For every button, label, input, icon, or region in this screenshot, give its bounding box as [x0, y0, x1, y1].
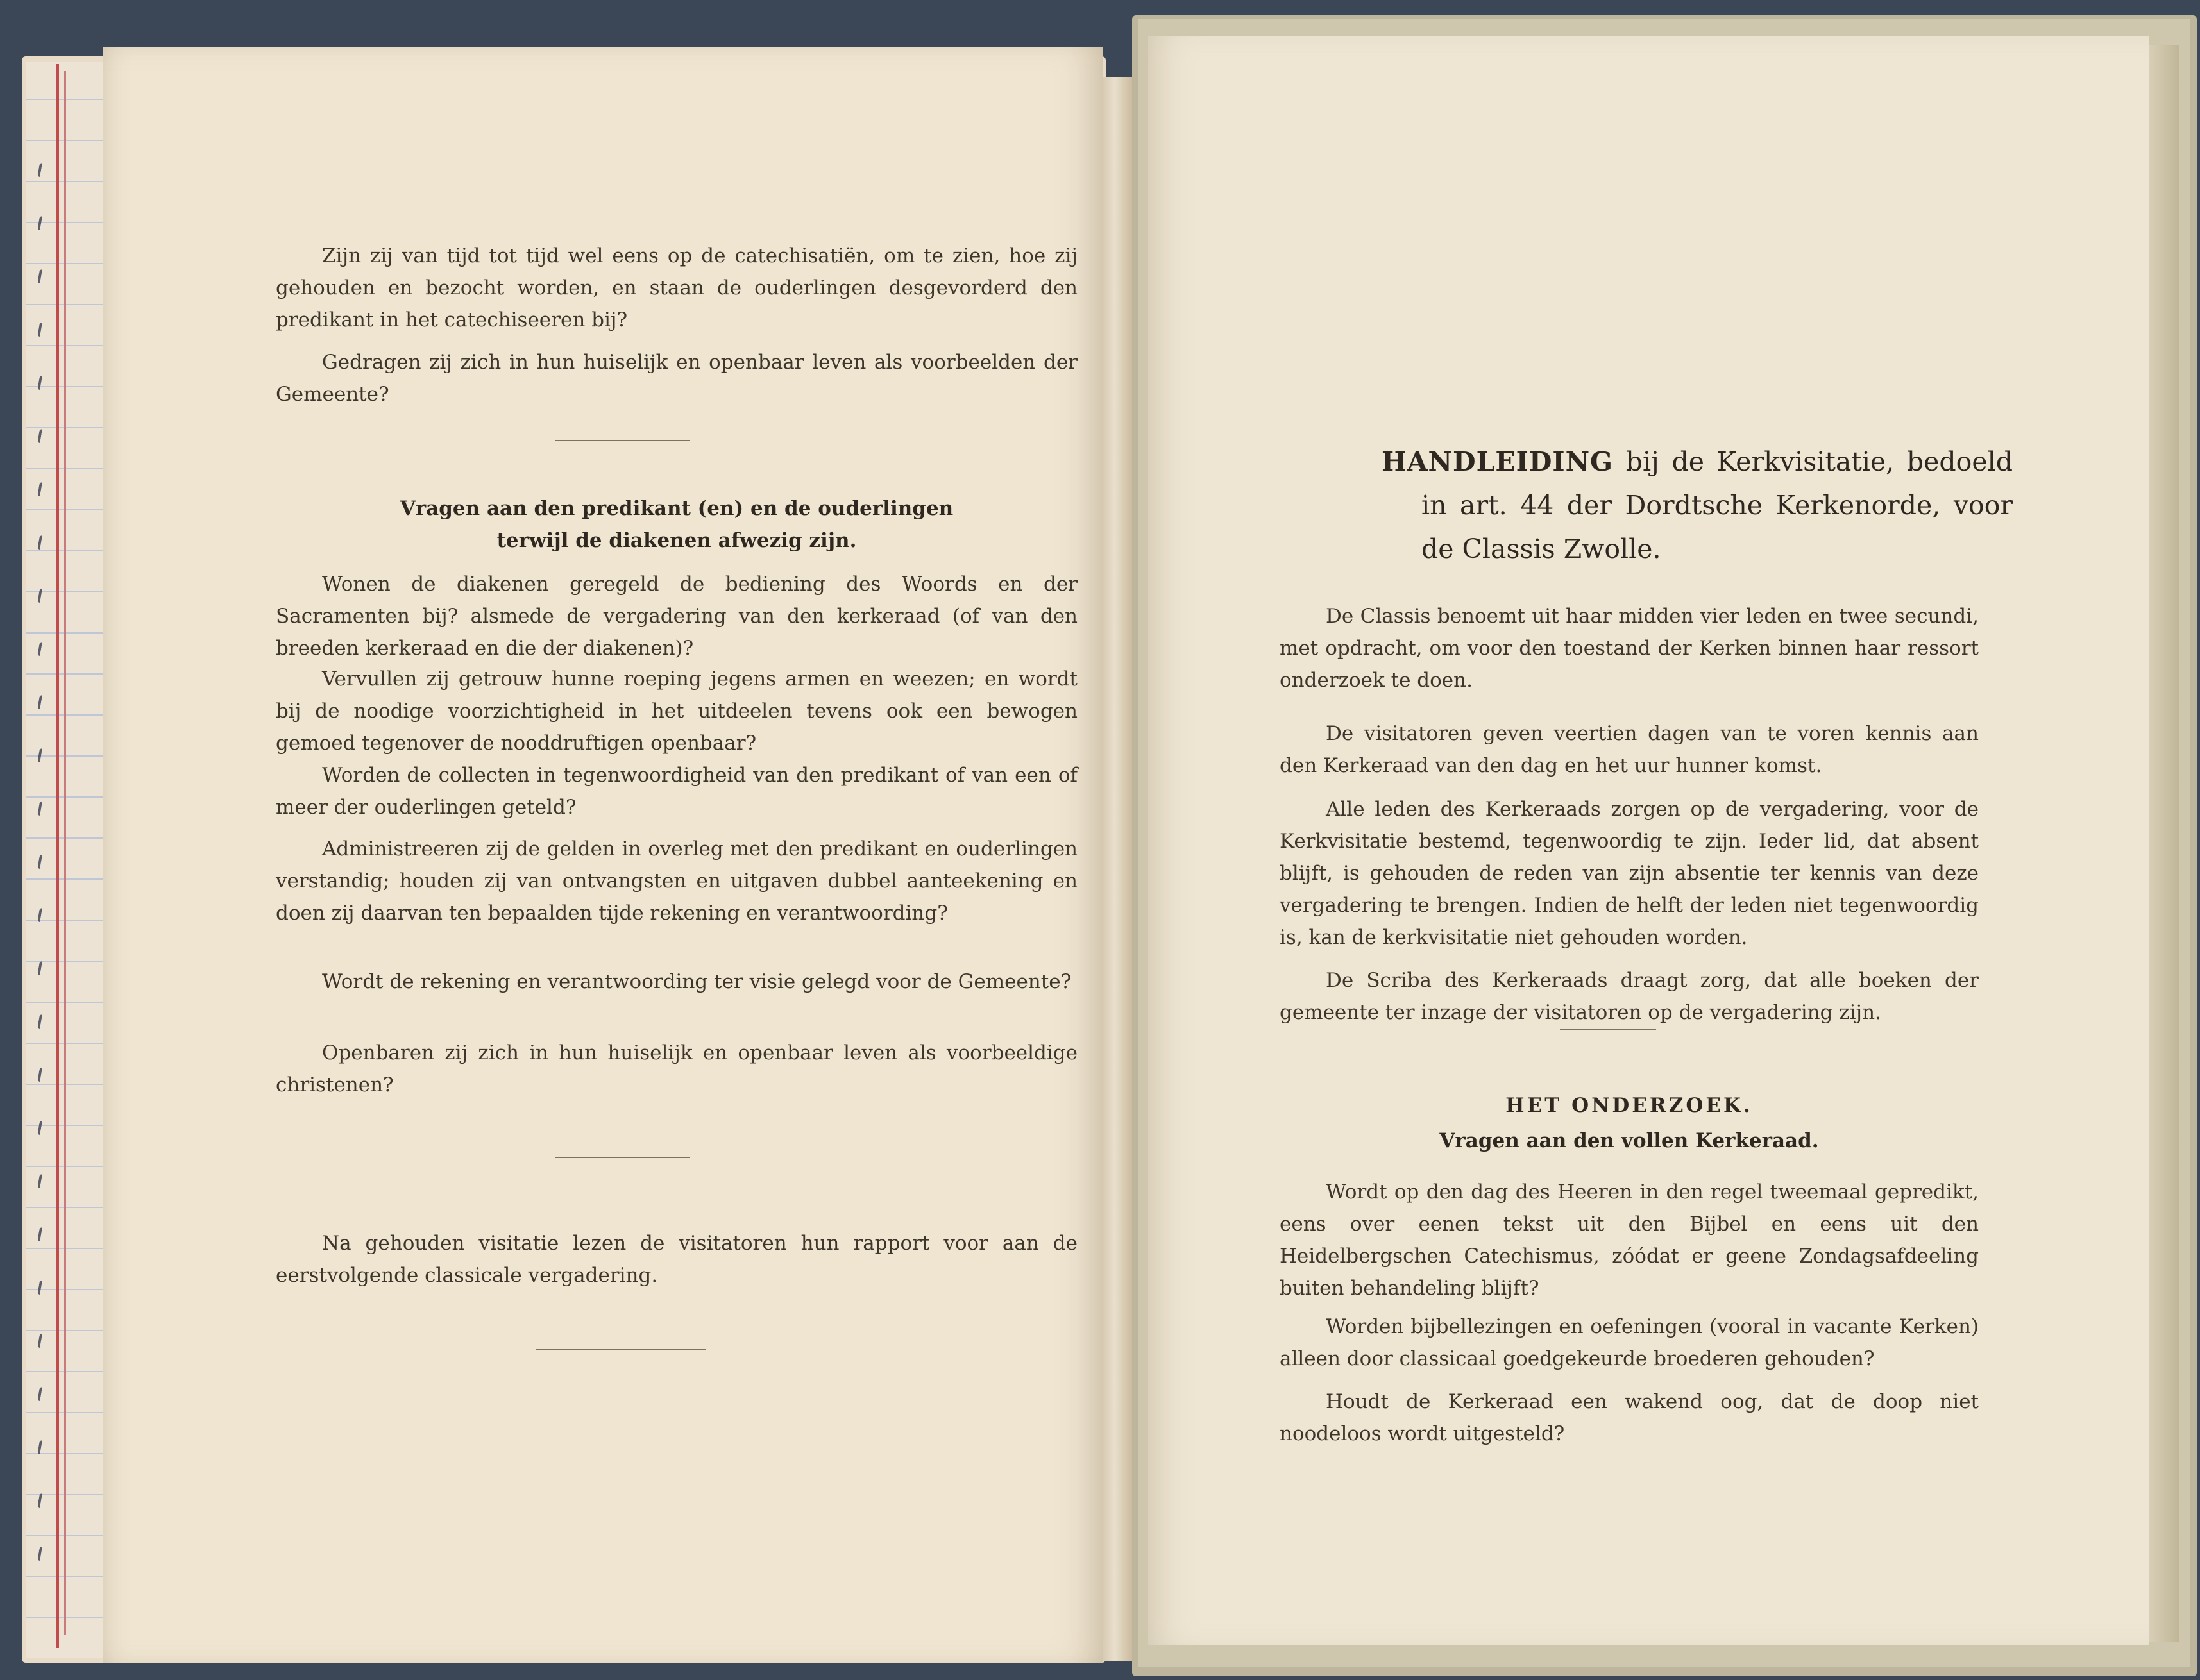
divider	[1560, 1029, 1656, 1030]
question: Wordt de rekening en verantwoording ter visie gelegd voor de Gemeente?	[322, 970, 1072, 993]
paragraph: Zijn zij van tijd tot tijd wel eens op de catechisatiën, om te zien, hoe zij gehouden en bezocht worden, en staan de ouderlingen desgevorderd den predikant in het catechiseeren bij?	[276, 244, 1078, 332]
question: Wordt op den dag des Heeren in den regel tweemaal gepredikt, eens over eenen tekst uit den Bijbel en eens uit den Heidelbergschen Catechismus, zóódat er geene Zondagsafdeeling buiten behandeling blijft?	[1280, 1180, 1979, 1300]
divider	[536, 1349, 706, 1350]
ledger-margin-line	[64, 71, 66, 1635]
question: Worden de collecten in tegenwoordigheid van den predikant of van een of meer der ouderlingen geteld?	[276, 764, 1078, 819]
paragraph: Gedragen zij zich in hun huiselijk en openbaar leven als voorbeelden der Gemeente?	[276, 351, 1078, 406]
handwritten-marks	[31, 164, 56, 1561]
paragraph: De visitatoren geven veertien dagen van te voren kennis aan den Kerkeraad van den dag en het uur hunner komst.	[1280, 722, 1979, 777]
page-stack-edge	[1103, 77, 1132, 1661]
closing-paragraph: Na gehouden visitatie lezen de visitatoren hun rapport voor aan de eerstvolgende classicale vergadering.	[276, 1232, 1078, 1287]
document-title	[1382, 440, 2013, 571]
paragraph: De Scriba des Kerkeraads draagt zorg, dat alle boeken der gemeente ter inzage der visitatoren op de vergadering zijn.	[1280, 969, 1979, 1024]
question: Openbaren zij zich in hun huiselijk en openbaar leven als voorbeeldige christenen?	[276, 1041, 1078, 1096]
right-page	[1148, 36, 2149, 1645]
title-rest: bij de Kerkvisitatie, bedoeld in art. 44 der Dordtsche Kerkenorde, voor de Classis Zwolle.	[1421, 446, 2013, 564]
title-caps: HANDLEIDING	[1382, 446, 1614, 477]
page-stack-edge	[2149, 45, 2179, 1642]
paragraph: De Classis benoemt uit haar midden vier leden en twee secundi, met opdracht, om voor den toestand der Kerken binnen haar ressort onderzoek te doen.	[1280, 605, 1979, 692]
ledger-margin-line	[56, 64, 59, 1648]
paragraph: Alle leden des Kerkeraads zorgen op de vergadering, voor de Kerkvisitatie bestemd, tegenwoordig te zijn. Ieder lid, dat absent blijft, is gehouden de reden van zijn absentie ter kennis van deze vergadering te brengen. Indien de helft der leden niet tegenwoordig is, kan de kerkvisitatie niet gehouden worden.	[1280, 798, 1979, 949]
left-page	[103, 47, 1103, 1663]
question: Vervullen zij getrouw hunne roeping jegens armen en weezen; en wordt bij de noodige voorzichtigheid in het uitdeelen tevens ook een bewogen gemoed tegenover de nooddruftigen openbaar?	[276, 668, 1078, 755]
question: Administreeren zij de gelden in overleg met den predikant en ouderlingen verstandig; houden zij van ontvangsten en uitgaven dubbel aanteekening en doen zij daarvan ten bepaalden tijde rekening en verantwoording?	[276, 837, 1078, 925]
divider	[555, 1157, 690, 1158]
section-title: HET ONDERZOEK.	[1505, 1094, 1753, 1117]
section-heading: terwijl de diakenen afwezig zijn.	[496, 529, 857, 552]
divider	[555, 440, 690, 441]
section-heading: Vragen aan den predikant (en) en de ouderlingen	[400, 497, 954, 520]
section-subtitle: Vragen aan den vollen Kerkeraad.	[1439, 1129, 1819, 1152]
question: Worden bijbellezingen en oefeningen (vooral in vacante Kerken) alleen door classicaal goedgekeurde broederen gehouden?	[1280, 1315, 1979, 1370]
question: Wonen de diakenen geregeld de bediening des Woords en der Sacramenten bij? alsmede de vergadering van den kerkeraad (of van den breeden kerkeraad en die der diakenen)?	[276, 573, 1078, 660]
question: Houdt de Kerkeraad een wakend oog, dat de doop niet noodeloos wordt uitgesteld?	[1280, 1390, 1979, 1445]
